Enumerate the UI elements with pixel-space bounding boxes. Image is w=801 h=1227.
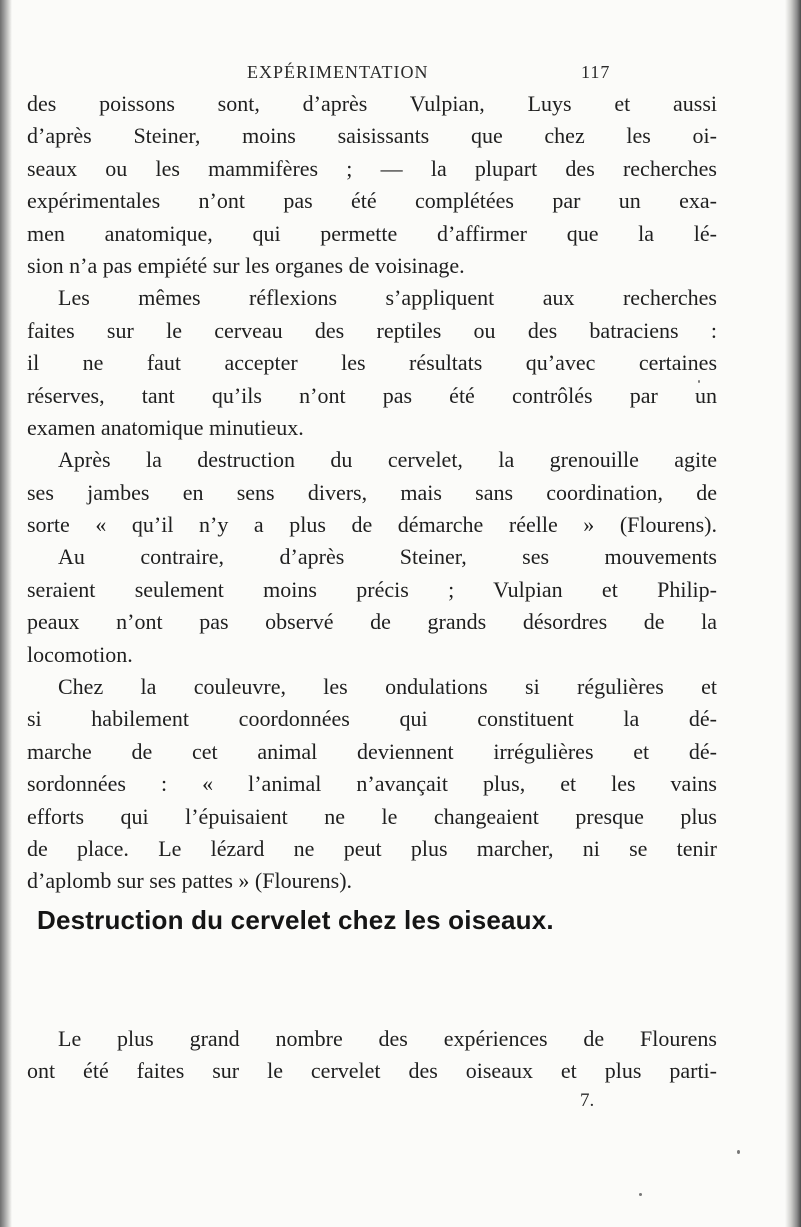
text-line: sorte « qu’il n’y a plus de démarche réelle » (Flourens). <box>27 512 717 538</box>
section-heading: Destruction du cervelet chez les oiseaux. <box>37 905 554 935</box>
text-line: peaux n’ont pas observé de grands désordres de la <box>27 609 717 635</box>
text-line: d’après Steiner, moins saisissants que chez les oi- <box>27 123 717 149</box>
scan-edge-left <box>0 0 12 1227</box>
text-line: Le plus grand nombre des expériences de Flourens <box>58 1026 717 1051</box>
text-line: seaux ou les mammifères ; — la plupart des recherches <box>27 155 717 181</box>
text-line: men anatomique, qui permette d’affirmer que la lé- <box>27 220 717 246</box>
text-line: Après la destruction du cervelet, la grenouille agite <box>58 447 717 473</box>
body-text-continued <box>27 1023 717 1088</box>
text-line: ses jambes en sens divers, mais sans coordination, de <box>27 479 717 505</box>
text-line: examen anatomique minutieux. <box>27 414 304 440</box>
text-line: marche de cet animal deviennent irrégulières et dé- <box>27 738 717 764</box>
running-title: EXPÉRIMENTATION <box>247 62 429 82</box>
text-line: Chez la couleuvre, les ondulations si régulières et <box>58 674 717 700</box>
text-line: de place. Le lézard ne peut plus marcher, ni se tenir <box>27 835 717 861</box>
page-number: 117 <box>581 62 611 82</box>
text-line: sordonnées : « l’animal n’avançait plus, et les vains <box>27 771 717 797</box>
body-text <box>27 88 717 898</box>
text-line: d’aplomb sur ses pattes » (Flourens). <box>27 868 353 894</box>
scan-speck <box>639 1193 642 1196</box>
text-line: il ne faut accepter les résultats qu’avec certaines <box>27 350 717 376</box>
text-line: des poissons sont, d’après Vulpian, Luys et aussi <box>27 91 717 116</box>
text-line: ont été faites sur le cervelet des oiseaux et plus parti- <box>27 1058 717 1084</box>
text-line: expérimentales n’ont pas été complétées par un exa- <box>27 188 717 214</box>
text-line: Les mêmes réflexions s’appliquent aux recherches <box>58 285 717 311</box>
text-line: locomotion. <box>27 641 133 667</box>
scan-edge-right <box>785 0 801 1227</box>
text-line: sion n’a pas empiété sur les organes de voisinage. <box>27 252 465 278</box>
text-line: efforts qui l’épuisaient ne le changeaient presque plus <box>27 803 717 829</box>
text-line: Au contraire, d’après Steiner, ses mouvements <box>58 544 717 570</box>
scan-speck <box>737 1150 740 1154</box>
signature-mark: 7. <box>580 1090 595 1111</box>
text-line: faites sur le cerveau des reptiles ou des batraciens : <box>27 317 717 343</box>
text-line: seraient seulement moins précis ; Vulpian et Philip- <box>27 576 717 602</box>
text-line: si habilement coordonnées qui constituent la dé- <box>27 706 717 732</box>
scan-speck <box>698 380 700 383</box>
text-line: réserves, tant qu’ils n’ont pas été contrôlés par un <box>27 382 717 408</box>
